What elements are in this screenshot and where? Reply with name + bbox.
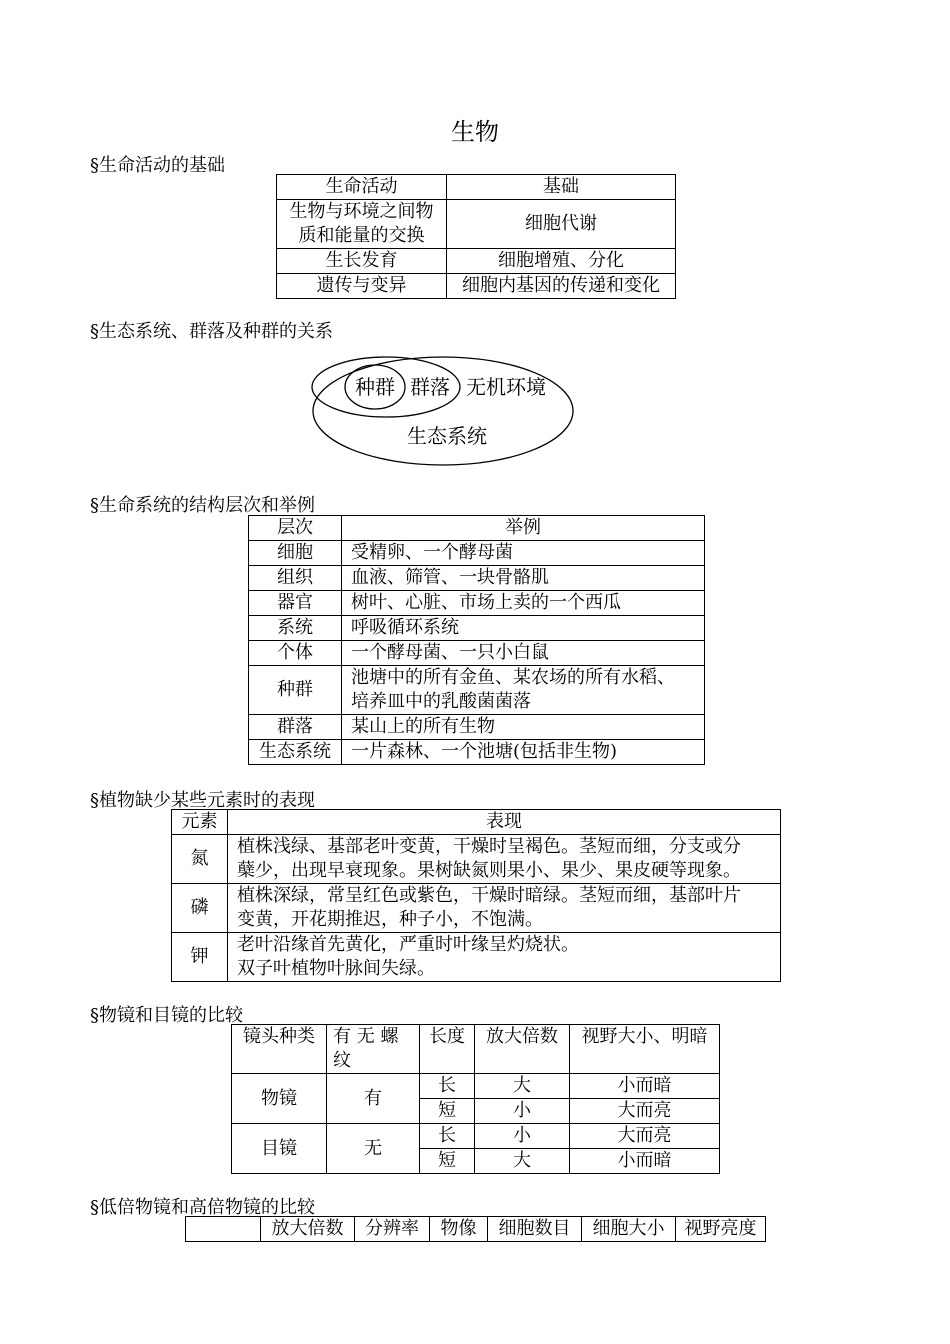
table-cell: 大而亮 [570,1124,720,1149]
table-header-row [172,810,781,835]
section-heading-levels: §生命系统的结构层次和举例 [90,495,315,516]
section-heading-elements: §植物缺少某些元素时的表现 [90,790,315,811]
header-cell: 细胞数目 [488,1217,582,1242]
header-cell [327,1025,420,1074]
lenses-table [231,1024,720,1174]
table-cell: 生态系统 [249,740,342,765]
table-cell: 细胞内基因的传递和变化 [447,274,676,299]
header-cell: 视野大小、明暗 [570,1025,720,1074]
table-header-row [277,175,676,200]
magnification-table [185,1216,766,1242]
cell-line: 蘖少，出现早衰现象。果树缺氮则果小、果少、果皮硬等现象。 [237,860,741,881]
table-cell [228,884,781,933]
table-cell: 大 [475,1074,570,1099]
table-row [277,249,676,274]
table-cell: 氮 [172,835,228,884]
section-heading-lenses: §物镜和目镜的比较 [90,1005,243,1026]
header-cell: 放大倍数 [475,1025,570,1074]
label-population: 种群 [355,375,395,399]
table-cell: 遗传与变异 [277,274,447,299]
header-cell: 元素 [172,810,228,835]
basis-table [276,174,676,299]
label-ecosystem: 生态系统 [407,424,487,448]
table-row [172,933,781,982]
label-community: 群落 [410,375,450,399]
table-cell: 无 [327,1124,420,1174]
header-cell: 生命活动 [277,175,447,200]
table-cell: 小而暗 [570,1149,720,1174]
header-cell [186,1217,261,1242]
elements-table [171,809,781,982]
table-cell: 小而暗 [570,1074,720,1099]
header-cell: 表现 [228,810,781,835]
page-title: 生物 [451,118,499,146]
header-cell: 举例 [342,516,705,541]
table-row [249,541,705,566]
table-cell [228,835,781,884]
table-cell: 个体 [249,641,342,666]
table-cell: 细胞 [249,541,342,566]
cell-line: 池塘中的所有金鱼、某农场的所有水稻、 [351,667,675,688]
table-row [249,666,705,715]
table-cell: 群落 [249,715,342,740]
table-row [277,200,676,249]
cell-line: 有 无 螺 [333,1026,399,1047]
table-row [232,1124,720,1149]
table-cell: 小 [475,1099,570,1124]
table-cell: 磷 [172,884,228,933]
table-cell: 物镜 [232,1074,327,1124]
section-heading-basis: §生命活动的基础 [90,155,225,176]
table-row [249,740,705,765]
table-cell: 大而亮 [570,1099,720,1124]
table-cell: 钾 [172,933,228,982]
table-row [249,591,705,616]
header-cell: 基础 [447,175,676,200]
header-cell: 视野亮度 [676,1217,766,1242]
cell-line: 培养皿中的乳酸菌菌落 [351,691,531,712]
table-header-row [249,516,705,541]
table-row [172,884,781,933]
table-cell: 血液、筛管、一块骨骼肌 [342,566,705,591]
table-cell: 树叶、心脏、市场上卖的一个西瓜 [342,591,705,616]
header-cell: 放大倍数 [261,1217,355,1242]
table-cell: 目镜 [232,1124,327,1174]
header-cell: 分辨率 [355,1217,430,1242]
header-cell: 物像 [430,1217,488,1242]
table-cell [228,933,781,982]
table-row [249,715,705,740]
table-cell: 某山上的所有生物 [342,715,705,740]
header-cell: 镜头种类 [232,1025,327,1074]
table-cell: 长 [420,1074,475,1099]
table-cell: 短 [420,1099,475,1124]
table-cell: 呼吸循环系统 [342,616,705,641]
table-row [249,566,705,591]
table-cell: 短 [420,1149,475,1174]
table-cell [342,666,705,715]
cell-line: 生物与环境之间物 [289,201,434,222]
table-header-row [186,1217,766,1242]
table-header-row [232,1025,720,1074]
cell-line: 双子叶植物叶脉间失绿。 [237,958,435,979]
cell-line: 老叶沿缘首先黄化，严重时叶缘呈灼烧状。 [237,934,579,955]
cell-line: 植株深绿，常呈红色或紫色，干燥时暗绿。茎短而细，基部叶片 [237,885,741,906]
table-cell: 系统 [249,616,342,641]
table-cell: 器官 [249,591,342,616]
table-cell: 种群 [249,666,342,715]
header-cell: 层次 [249,516,342,541]
ecosystem-diagram [300,346,590,476]
table-row [232,1074,720,1099]
table-cell: 小 [475,1124,570,1149]
table-row [249,616,705,641]
table-row [249,641,705,666]
cell-line: 纹 [333,1050,351,1071]
header-cell: 长度 [420,1025,475,1074]
table-cell [277,200,447,249]
table-cell: 细胞增殖、分化 [447,249,676,274]
label-abiotic: 无机环境 [466,375,546,399]
table-cell: 受精卵、一个酵母菌 [342,541,705,566]
table-cell: 大 [475,1149,570,1174]
table-row [277,274,676,299]
table-cell: 一片森林、一个池塘(包括非生物) [342,740,705,765]
levels-table [248,515,705,765]
table-cell: 一个酵母菌、一只小白鼠 [342,641,705,666]
table-cell: 细胞代谢 [447,200,676,249]
table-cell: 组织 [249,566,342,591]
cell-line: 植株浅绿、基部老叶变黄，干燥时呈褐色。茎短而细，分支或分 [237,836,741,857]
header-cell: 细胞大小 [582,1217,676,1242]
section-heading-ecosystem: §生态系统、群落及种群的关系 [90,321,333,342]
table-cell: 生长发育 [277,249,447,274]
table-cell: 有 [327,1074,420,1124]
cell-line: 变黄，开花期推迟，种子小，不饱满。 [237,909,543,930]
table-cell: 长 [420,1124,475,1149]
cell-line: 质和能量的交换 [298,225,425,246]
section-heading-magnification: §低倍物镜和高倍物镜的比较 [90,1197,315,1218]
table-row [172,835,781,884]
